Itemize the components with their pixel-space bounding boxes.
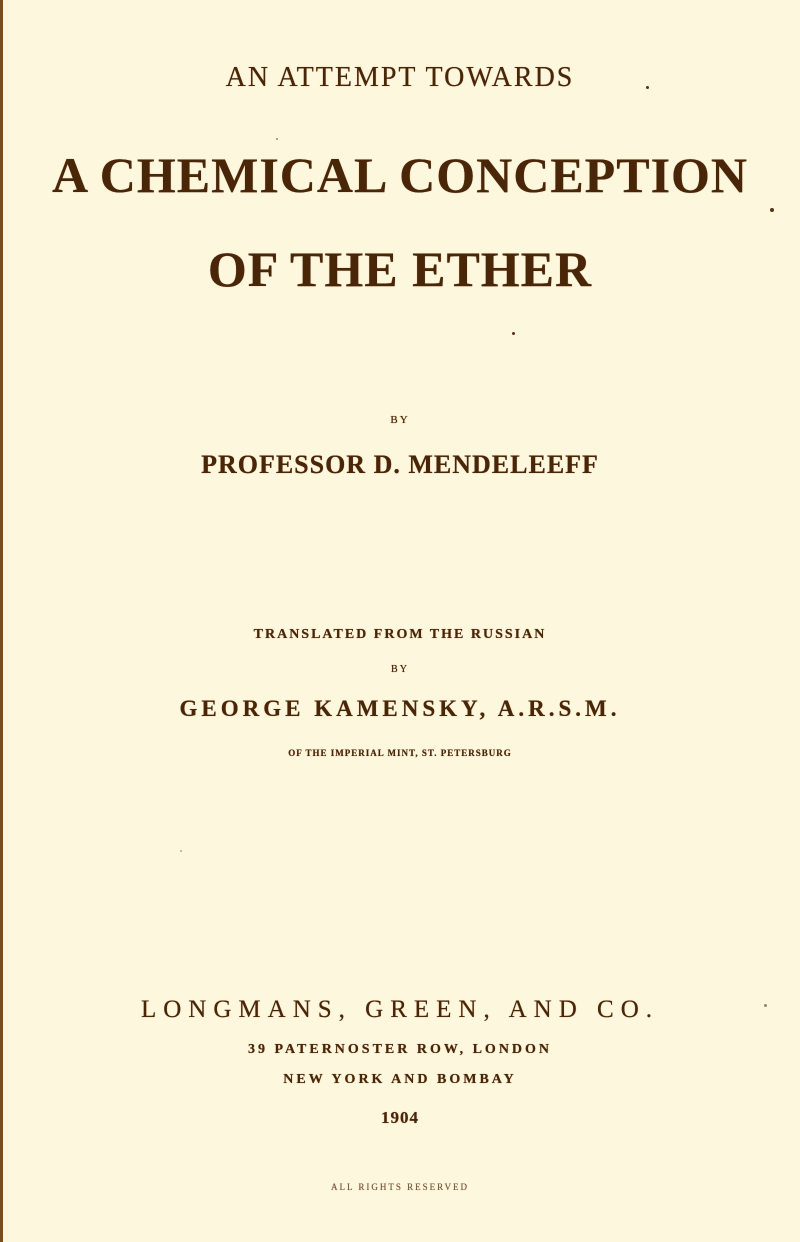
print-speck bbox=[276, 138, 278, 140]
publisher-cities: NEW YORK AND BOMBAY bbox=[283, 1072, 517, 1087]
by-translator-label: BY bbox=[391, 664, 409, 675]
print-speck bbox=[512, 332, 515, 335]
book-title-line-1: A CHEMICAL CONCEPTION bbox=[51, 147, 749, 203]
by-author-label: BY bbox=[390, 414, 410, 426]
rights-notice: ALL RIGHTS RESERVED bbox=[331, 1182, 469, 1192]
publication-year: 1904 bbox=[381, 1108, 419, 1127]
subtitle-line: AN ATTEMPT TOWARDS bbox=[225, 62, 575, 93]
book-title-line-2: OF THE ETHER bbox=[207, 241, 593, 297]
publisher-address: 39 PATERNOSTER ROW, LONDON bbox=[247, 1042, 553, 1057]
translation-note: TRANSLATED FROM THE RUSSIAN bbox=[253, 627, 547, 642]
print-speck bbox=[764, 1004, 767, 1007]
publisher-name: LONGMANS, GREEN, AND CO. bbox=[140, 996, 659, 1023]
print-speck bbox=[646, 86, 649, 89]
translator-affiliation: OF THE IMPERIAL MINT, ST. PETERSBURG bbox=[288, 748, 512, 758]
print-speck bbox=[770, 208, 774, 212]
print-speck bbox=[180, 850, 182, 852]
translator-name: GEORGE KAMENSKY, A.R.S.M. bbox=[179, 696, 621, 721]
author-name: PROFESSOR D. MENDELEEFF bbox=[201, 450, 599, 479]
